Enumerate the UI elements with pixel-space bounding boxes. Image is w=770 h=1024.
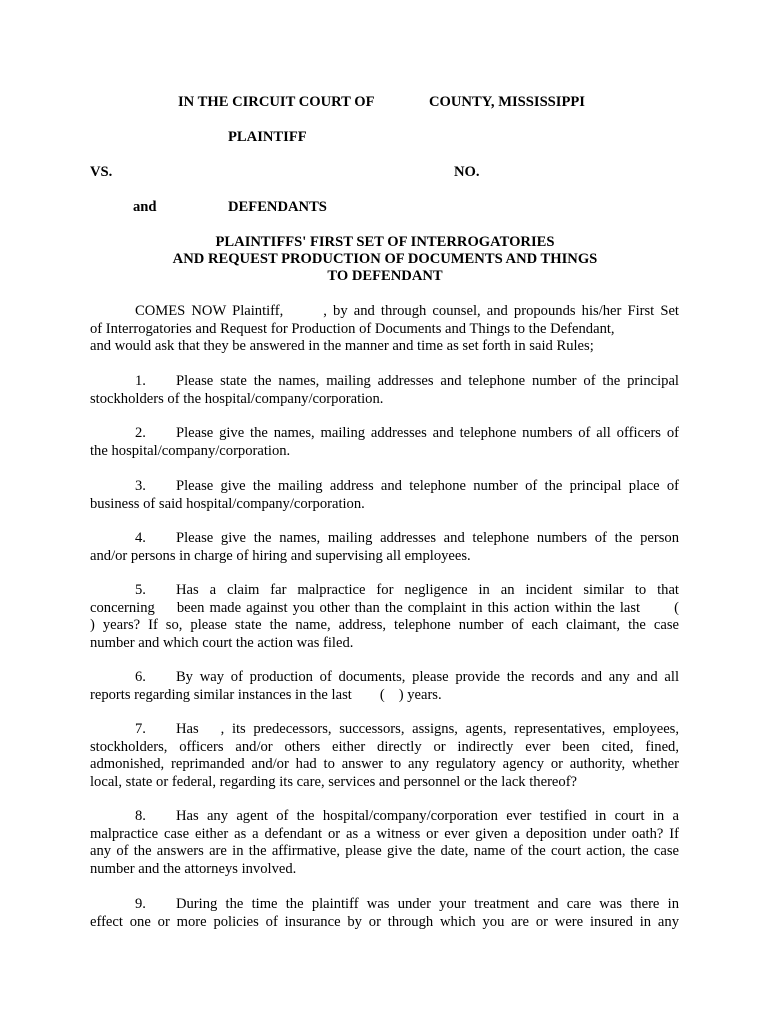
item-text: the hospital/company/corporation. (90, 442, 291, 459)
interrogatory-1 (90, 373, 679, 408)
item-text: malpractice case either as a defendant or as a witness or ever given a deposition under oath? If (90, 825, 679, 842)
interrogatory-5 (90, 582, 679, 652)
item-text: local, state or federal, regarding its care, services and personnel or the lack thereof? (90, 773, 578, 790)
item-text: By way of production of documents, please provide the records and any and all (175, 669, 679, 685)
item-number: 2. (135, 425, 146, 441)
interrogatory-4 (90, 530, 679, 565)
item-number: 8. (135, 808, 146, 824)
intro-text-a: COMES NOW Plaintiff, (135, 303, 284, 319)
intro-line-3: and would ask that they be answered in the manner and time as set forth in said Rules; (90, 338, 594, 354)
item-text: , its predecessors, successors, assigns, agents, representatives, employees, (220, 721, 679, 737)
case-number-label: NO. (454, 164, 480, 180)
intro-line-1 (90, 303, 679, 321)
item-number: 4. (135, 530, 146, 546)
court-label-left: IN THE CIRCUIT COURT OF (178, 94, 375, 110)
item-text: stockholders of the hospital/company/corporation. (90, 390, 384, 407)
item-number: 1. (135, 373, 146, 389)
item-number: 7. (135, 721, 146, 737)
interrogatory-9 (90, 896, 679, 931)
item-text: Has any agent of the hospital/company/corporation ever testified in court in a (175, 808, 679, 824)
item-text: Please give the mailing address and telephone number of the principal place of (175, 478, 679, 494)
item-number: 3. (135, 478, 146, 494)
item-text: reports regarding similar instances in the last (90, 686, 352, 703)
item-number: 9. (135, 896, 146, 912)
intro-line-2: of Interrogatories and Request for Production of Documents and Things to the Defendant, (90, 320, 615, 337)
item-text: ) years. (398, 686, 442, 703)
item-text: Has (175, 721, 199, 737)
plaintiff-label: PLAINTIFF (228, 129, 307, 145)
item-text: been made against you other than the complaint in this action within the last (176, 599, 641, 616)
item-text: any of the answers are in the affirmative, please give the date, name of the court action, the case (90, 843, 679, 859)
item-text: and/or persons in charge of hiring and supervising all employees. (90, 547, 471, 564)
document-title-line-2: AND REQUEST PRODUCTION OF DOCUMENTS AND THINGS (172, 251, 598, 267)
item-text: During the time the plaintiff was under your treatment and care was there in (175, 896, 679, 912)
interrogatory-7 (90, 721, 679, 791)
item-text: Please state the names, mailing addresses and telephone number of the principal (175, 373, 679, 389)
interrogatory-8 (90, 808, 679, 878)
document-title-line-3: TO DEFENDANT (327, 268, 443, 284)
intro-text-b: , by and through counsel, and propounds his/her First Set (323, 303, 679, 319)
item-text: Please give the names, mailing addresses and telephone numbers of the person (175, 530, 679, 546)
item-text: stockholders, officers and/or others either directly or indirectly ever been cited, fined, (90, 738, 679, 755)
item-text: Has a claim far malpractice for negligence in an incident similar to that (175, 582, 679, 598)
item-text: number and the attorneys involved. (90, 860, 297, 877)
item-text: ( (379, 686, 385, 703)
item-text: number and which court the action was filed. (90, 634, 354, 651)
item-number: 6. (135, 669, 146, 685)
item-number: 5. (135, 582, 146, 598)
item-text: Please give the names, mailing addresses and telephone numbers of all officers of (175, 425, 679, 441)
item-text: ) years? If so, please state the name, address, telephone number of each claimant, the case (90, 617, 679, 633)
interrogatory-2 (90, 425, 679, 460)
interrogatory-3 (90, 478, 679, 513)
item-text: business of said hospital/company/corporation. (90, 495, 365, 512)
vs-label: VS. (90, 164, 113, 180)
document-title-line-1: PLAINTIFFS' FIRST SET OF INTERROGATORIES (215, 234, 555, 250)
court-label-right: COUNTY, MISSISSIPPI (429, 94, 585, 110)
item-text: effect one or more policies of insurance by or through which you are or were insured in any (90, 913, 679, 930)
intro-paragraph (90, 303, 679, 356)
and-label: and (133, 199, 157, 215)
item-text: concerning (90, 599, 155, 616)
item-text: admonished, reprimanded and/or had to answer to any regulatory agency or authority, whether (90, 756, 679, 772)
defendants-label: DEFENDANTS (228, 199, 327, 215)
interrogatory-6 (90, 669, 679, 704)
item-text: ( (674, 599, 679, 616)
